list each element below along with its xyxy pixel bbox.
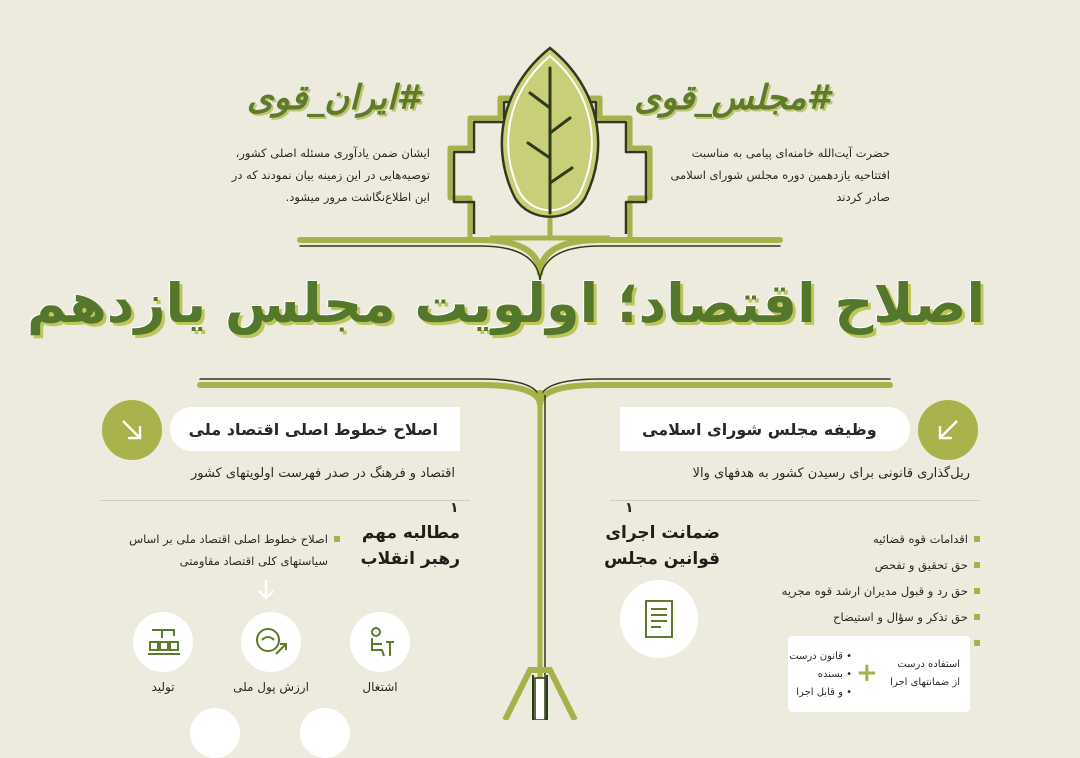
right-heading [600,520,720,572]
left-heading-line: مطالبه مهم [361,523,460,543]
left-number-badge: ۱ [450,500,459,516]
list-item-text: حق رد و قبول مدیران ارشد قوه مجریه [781,584,968,598]
arrow-down-right-icon [117,415,147,445]
card-left-item-text: قانون درست [789,651,843,662]
left-heading [345,520,460,572]
production-circle [133,612,193,672]
right-section-arrow [918,400,978,460]
right-section-title: وظیفه مجلس شورای اسلامی [620,407,910,451]
bullet-icon [974,614,980,620]
list-item-text: اقدامات قوه قضائیه [873,532,968,546]
intro-right-line: حضرت آیت‌الله خامنه‌ای پیامی به مناسبت [691,146,890,160]
guarantee-card [788,636,970,712]
factory-conveyor-icon [144,626,182,658]
law-document-circle [620,580,698,658]
card-left-item: • بسنده [817,669,852,680]
card-left-item-text: و قابل اجرا [796,687,843,698]
card-right-text [880,656,960,692]
intro-left-line: توصیه‌هایی در این زمینه بیان نمودند که در [231,168,430,182]
icon-label-production: تولید [151,680,175,694]
bottom-circle-partial [300,708,350,758]
employment-circle [350,612,410,672]
right-heading-line: قوانین مجلس [604,549,720,569]
left-section-subtitle: اقتصاد و فرهنگ در صدر فهرست اولویتهای کشور [190,466,455,481]
currency-circle [241,612,301,672]
intro-right-line: افتتاحیه یازدهمین دوره مجلس شورای اسلامی [670,168,890,182]
pen-tip-icon [495,650,585,720]
desc-line-text: سیاستهای کلی اقتصاد مقاومتی [179,554,328,568]
hashtag-strong-parliament: #مجلس_قوی [634,78,830,118]
card-left-item-text: بسنده [817,669,843,680]
main-title: اصلاح اقتصاد؛ اولویت مجلس یازدهم [26,272,985,335]
list-item-text: حق تذکر و سؤال و استیضاح [833,610,968,624]
rial-coin-icon [252,624,290,660]
left-section-title: اصلاح خطوط اصلی اقتصاد ملی [170,407,460,451]
left-heading-line: رهبر انقلاب [360,549,460,569]
left-section-arrow [102,400,162,460]
bullet-icon [974,588,980,594]
list-item [760,552,980,578]
hashtag-strong-iran: #ایران_قوی [246,78,420,118]
list-item-text: حق تحقیق و تفحص [874,558,968,572]
intro-left-line: این اطلاع‌نگاشت مرور میشود. [285,190,430,204]
icon-label-currency: ارزش پول ملی [233,680,309,694]
desc-line-text: اصلاح خطوط اصلی اقتصاد ملی بر اساس [129,532,328,546]
right-section-subtitle: ریل‌گذاری قانونی برای رسیدن کشور به هدفهای والا [692,466,970,481]
bullet-icon [974,536,980,542]
plus-icon: + [856,658,878,688]
card-left-item: • و قابل اجرا [796,687,852,698]
arrow-down-icon [254,578,278,602]
scroll-document-icon [639,597,679,641]
right-heading-line: ضمانت اجرای [605,523,720,543]
bullet-icon [974,640,980,646]
card-left-item: • قانون درست [789,651,852,662]
right-divider [610,500,980,501]
card-left-list [789,648,852,702]
bullet-icon [974,562,980,568]
person-at-desk-icon [362,624,398,660]
left-divider [100,500,470,501]
desc-line [115,550,340,572]
right-number-badge: ۱ [625,500,634,516]
bottom-circle-partial [190,708,240,758]
list-item [760,578,980,604]
icon-label-employment: اشتغال [362,680,398,694]
list-item [760,604,980,630]
list-item [760,526,980,552]
arrow-down-left-icon [933,415,963,445]
bullet-icon [334,536,340,542]
card-right-line: استفاده درست [897,659,960,670]
desc-line [115,528,340,550]
intro-left-line: ایشان ضمن یادآوری مسئله اصلی کشور، [235,146,430,160]
card-right-line: از ضمانتهای اجرا [890,677,960,688]
intro-right-line: صادر کردند [836,190,890,204]
left-desc [115,528,340,572]
